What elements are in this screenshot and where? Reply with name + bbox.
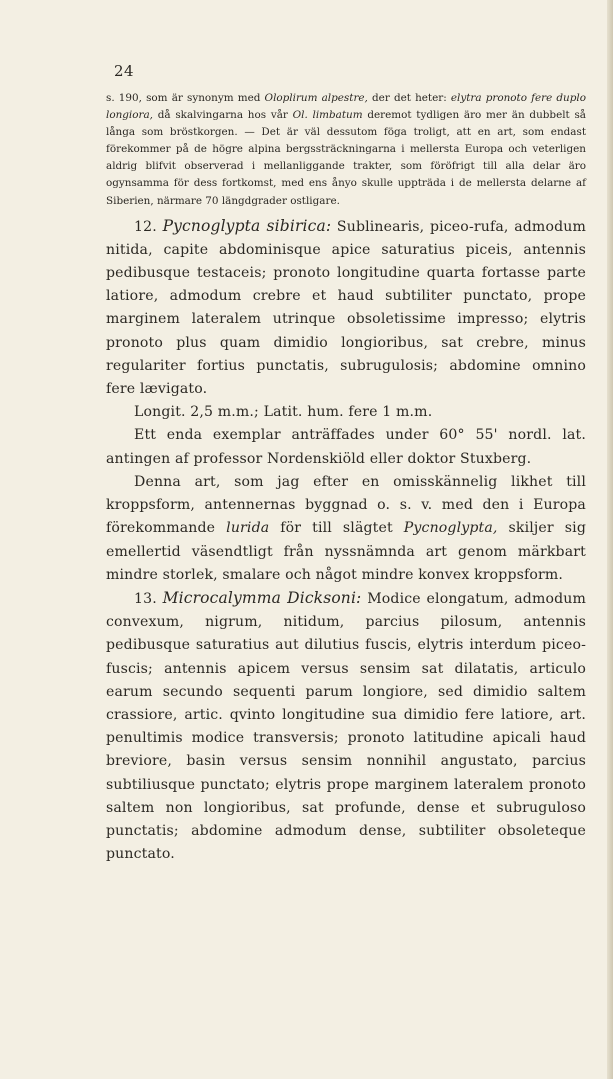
comparison-run-0: Denna art, som jag efter en omisskännelig likhet till kroppsform, antennernas byggnad o. s. v. med den i Europa förekommande xyxy=(106,473,586,537)
page-edge xyxy=(607,0,613,1079)
comparison-run-1: lurida xyxy=(226,520,270,537)
species-13-paragraph xyxy=(106,587,586,866)
species-12-description: Sublinearis, piceo-rufa, admodum nitida, capite abdominisque apice saturatius piceis, antennis pedibusque testaceis; pronoto longitudine quarta fortasse parte latiore, admodum crebre et haud subtiliter punctato, prope marginem lateralem utrinque obsoletissime impresso; elytris pronoto plus quam dimidio longioribus, sat crebre, minus regulariter fortius punctatis, subrugulosis; abdomine omnino fere lævigato. xyxy=(106,218,586,398)
intro-run-0: s. 190, som är synonym med xyxy=(106,92,265,104)
intro-run-6: deremot tydligen äro mer än dubbelt så långa som bröstkorgen. — Det är väl dessutom föga troligt, att en art, som endast förekommer på de högre alpina bergssträckningarna i mellersta Europa och veterligen aldrig blifvit observerad i mellanliggande trakter, som föröfrigt till alla delar äro ogynsamma för dess fortkomst, med ens ånyo skulle uppträda i de mellersta delarne af Siberien, närmare 70 längdgrader ostligare. xyxy=(106,109,586,207)
page-number: 24 xyxy=(114,62,135,80)
intro-run-3: elytra pronoto fere duplo longiora, xyxy=(106,92,586,122)
intro-paragraph xyxy=(106,90,586,210)
species-12-paragraph xyxy=(106,215,586,402)
species-12-measure: Longit. 2,5 m.m.; Latit. hum. fere 1 m.m. xyxy=(134,404,433,421)
species-13-name: Microcalymma Dicksoni: xyxy=(162,588,362,607)
comparison-run-2: för till slägtet xyxy=(269,520,404,537)
text-block xyxy=(106,90,586,866)
species-12-section xyxy=(106,215,586,587)
species-13-number: 13. xyxy=(134,590,157,607)
species-13-section xyxy=(106,587,586,866)
species-12-comparison xyxy=(106,471,586,587)
comparison-run-3: Pycnoglypta, xyxy=(403,520,498,537)
species-12-note: Ett enda exemplar anträffades under 60° 55' nordl. lat. antingen af professor Nordenskiöld eller doktor Stuxberg. xyxy=(106,427,586,467)
intro-run-2: der det heter: xyxy=(367,92,451,104)
intro-text xyxy=(106,90,586,210)
intro-run-5: Ol. limbatum xyxy=(292,109,363,122)
species-12-name: Pycnoglypta sibirica: xyxy=(162,216,332,235)
species-12-number: 12. xyxy=(134,218,157,235)
comparison-run-4: skiljer sig emellertid väsendtligt från nyssnämnda art genom märkbart mindre storlek, smalare och något mindre konvex kroppsform. xyxy=(106,520,586,583)
intro-run-4: då skalvingarna hos vår xyxy=(152,109,293,122)
intro-run-1: Oloplirum alpestre, xyxy=(264,92,368,104)
species-13-description: Modice elongatum, admodum convexum, nigrum, nitidum, parcius pilosum, antennis pedibusque saturatius aut dilutius fuscis, elytris interdum piceo-fuscis; antennis apicem versus sensim sat dilatatis, articulo earum secundo sequenti parum longiore, sed dimidio saltem crassiore, artic. qvinto longitudine sua dimidio fere latiore, art. penultimis modice transversis; pronoto latitudine apicali haud breviore, basin versus sensim nonnihil angustato, parcius subtiliusque punctato; elytris prope marginem lateralem pronoto saltem non longioribus, sat profunde, dense et subruguloso punctatis; abdomine admodum dense, subtiliter obsoleteque punctato. xyxy=(106,590,587,863)
